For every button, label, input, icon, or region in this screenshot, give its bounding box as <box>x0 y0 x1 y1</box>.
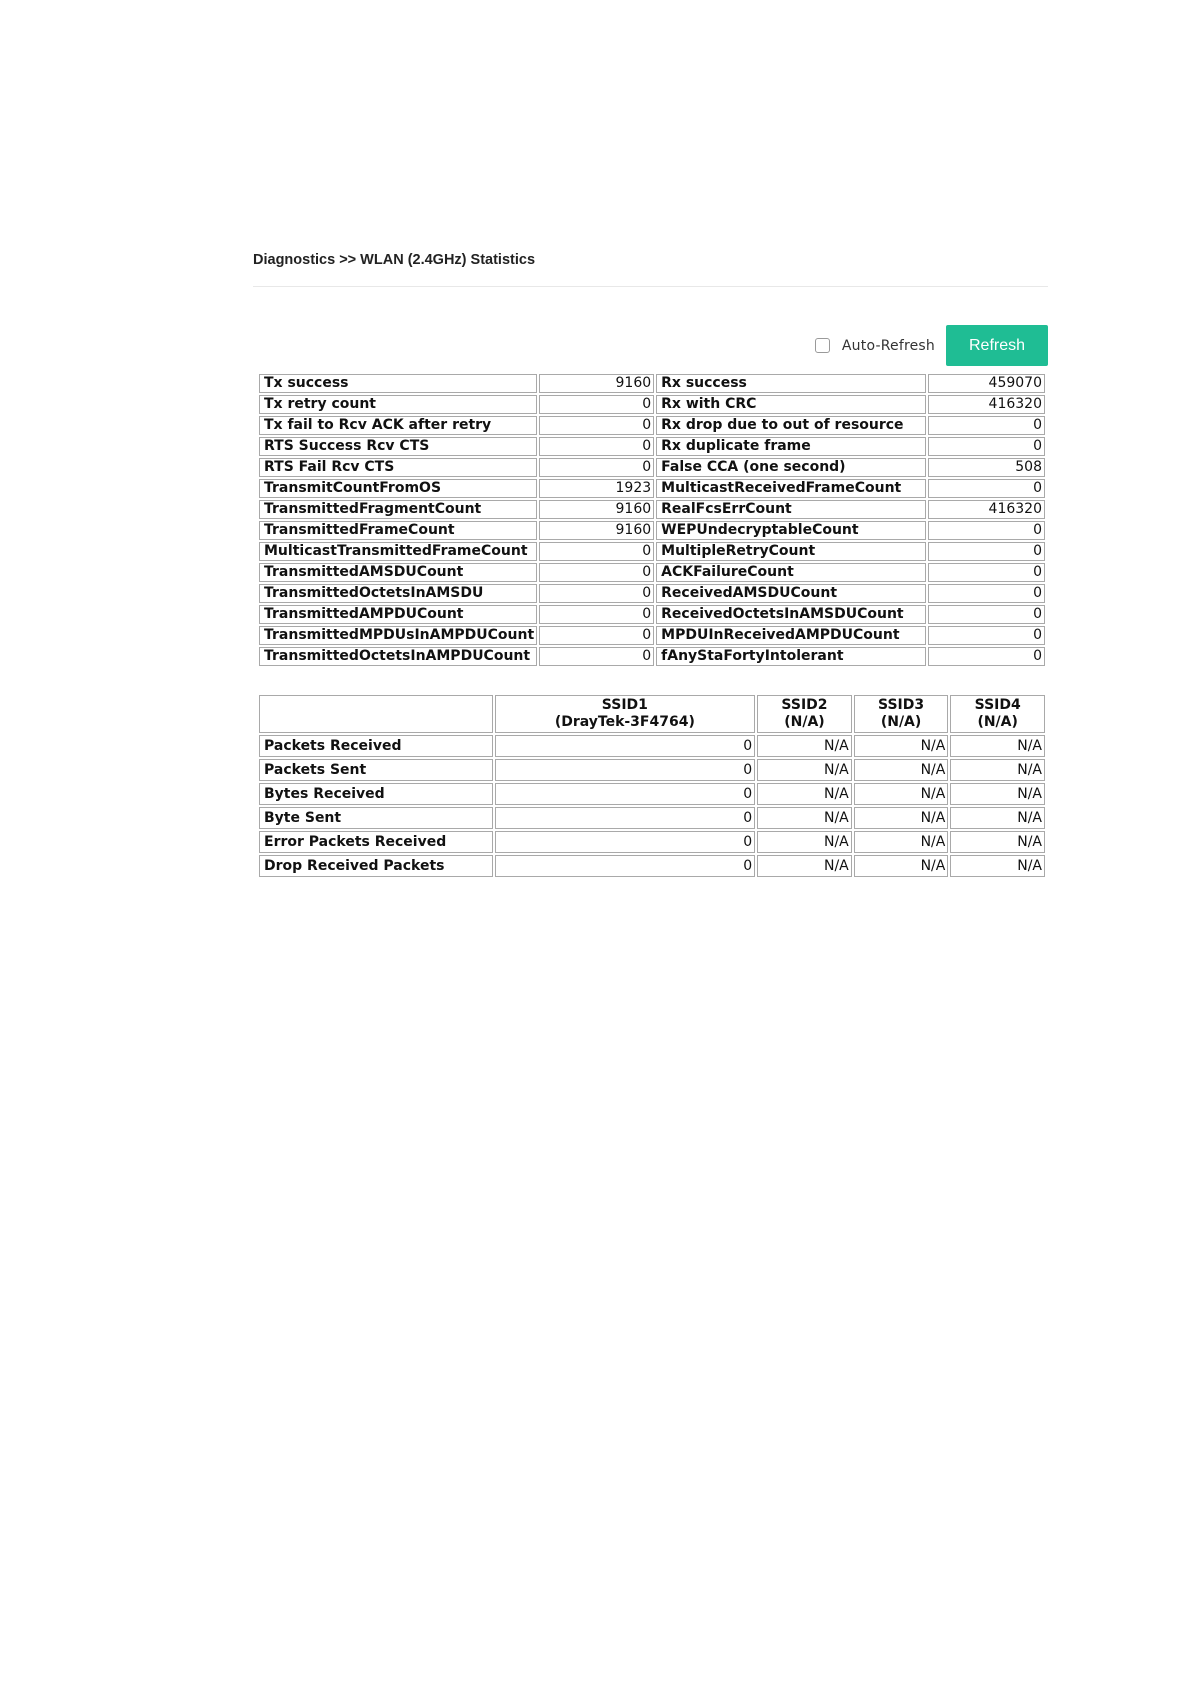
cell-value: N/A <box>854 735 949 757</box>
counter-value: 0 <box>539 584 654 603</box>
auto-refresh-checkbox[interactable] <box>815 338 830 353</box>
counter-value: 9160 <box>539 374 654 393</box>
table-header-row <box>259 695 1045 733</box>
cell-value: N/A <box>950 807 1045 829</box>
table-row <box>259 374 1045 393</box>
auto-refresh-toggle[interactable] <box>815 338 935 354</box>
row-label: Packets Sent <box>259 759 493 781</box>
counter-value: 0 <box>539 563 654 582</box>
counter-value: 9160 <box>539 521 654 540</box>
table-row <box>259 416 1045 435</box>
cell-value: N/A <box>854 831 949 853</box>
counter-value: 0 <box>928 542 1045 561</box>
counter-value: 0 <box>539 395 654 414</box>
counter-label: TransmittedFrameCount <box>259 521 537 540</box>
row-label: Bytes Received <box>259 783 493 805</box>
row-label: Byte Sent <box>259 807 493 829</box>
table-row <box>259 735 1045 757</box>
counter-value: 1923 <box>539 479 654 498</box>
counter-value: 0 <box>539 458 654 477</box>
table-row <box>259 521 1045 540</box>
counter-value: 416320 <box>928 500 1045 519</box>
header-empty <box>259 695 493 733</box>
ssid-subtitle: (N/A) <box>784 714 825 730</box>
cell-value: N/A <box>854 807 949 829</box>
counter-label: RealFcsErrCount <box>656 500 925 519</box>
row-label: Drop Received Packets <box>259 855 493 877</box>
title-divider <box>253 286 1048 287</box>
counter-value: 0 <box>928 605 1045 624</box>
counter-value: 0 <box>928 479 1045 498</box>
ssid-header <box>495 695 756 733</box>
table-row <box>259 626 1045 645</box>
counter-value: 0 <box>928 626 1045 645</box>
counter-value: 508 <box>928 458 1045 477</box>
row-label: Error Packets Received <box>259 831 493 853</box>
table-row <box>259 605 1045 624</box>
counter-value: 0 <box>539 416 654 435</box>
ssid-name: SSID1 <box>601 697 648 713</box>
table-row <box>259 759 1045 781</box>
cell-value: N/A <box>950 783 1045 805</box>
table-row <box>259 647 1045 666</box>
counter-value: 0 <box>928 437 1045 456</box>
ssid-header <box>757 695 852 733</box>
table-row <box>259 500 1045 519</box>
counter-value: 0 <box>928 521 1045 540</box>
counter-label: MulticastReceivedFrameCount <box>656 479 925 498</box>
cell-value: 0 <box>495 831 756 853</box>
page-title: Diagnostics >> WLAN (2.4GHz) Statistics <box>253 252 536 268</box>
table-row <box>259 783 1045 805</box>
counter-value: 0 <box>539 605 654 624</box>
ssid-header <box>854 695 949 733</box>
counter-label: TransmittedOctetsInAMPDUCount <box>259 647 537 666</box>
table-row <box>259 831 1045 853</box>
auto-refresh-label: Auto-Refresh <box>841 337 935 354</box>
cell-value: N/A <box>757 831 852 853</box>
table-row <box>259 807 1045 829</box>
counter-label: TransmittedAMSDUCount <box>259 563 537 582</box>
cell-value: N/A <box>757 807 852 829</box>
counter-label: RTS Success Rcv CTS <box>259 437 537 456</box>
cell-value: N/A <box>854 759 949 781</box>
ssid-name: SSID2 <box>781 697 828 713</box>
table-row <box>259 437 1045 456</box>
cell-value: N/A <box>757 783 852 805</box>
counter-value: 0 <box>928 563 1045 582</box>
counter-label: TransmittedAMPDUCount <box>259 605 537 624</box>
wlan-counters-table <box>257 372 1047 668</box>
table-row <box>259 855 1045 877</box>
counter-label: ReceivedOctetsInAMSDUCount <box>656 605 925 624</box>
table-row <box>259 458 1045 477</box>
refresh-button[interactable]: Refresh <box>946 325 1048 366</box>
ssid-statistics-table <box>257 693 1047 879</box>
ssid-subtitle: (N/A) <box>977 714 1018 730</box>
cell-value: N/A <box>757 855 852 877</box>
table-row <box>259 563 1045 582</box>
counter-value: 0 <box>539 647 654 666</box>
refresh-controls <box>805 325 1048 366</box>
cell-value: N/A <box>854 783 949 805</box>
counter-value: 0 <box>928 584 1045 603</box>
counter-label: MPDUInReceivedAMPDUCount <box>656 626 925 645</box>
counter-label: ReceivedAMSDUCount <box>656 584 925 603</box>
counter-value: 0 <box>539 542 654 561</box>
counter-label: WEPUndecryptableCount <box>656 521 925 540</box>
counter-label: RTS Fail Rcv CTS <box>259 458 537 477</box>
counter-label: Tx success <box>259 374 537 393</box>
counter-label: TransmittedMPDUsInAMPDUCount <box>259 626 537 645</box>
cell-value: 0 <box>495 759 756 781</box>
counter-label: Tx retry count <box>259 395 537 414</box>
cell-value: N/A <box>950 759 1045 781</box>
counter-label: TransmittedOctetsInAMSDU <box>259 584 537 603</box>
counter-label: Tx fail to Rcv ACK after retry <box>259 416 537 435</box>
table-row <box>259 395 1045 414</box>
counter-value: 0 <box>928 416 1045 435</box>
counter-value: 0 <box>539 437 654 456</box>
counter-value: 9160 <box>539 500 654 519</box>
counter-label: Rx success <box>656 374 925 393</box>
cell-value: N/A <box>950 855 1045 877</box>
table-row <box>259 479 1045 498</box>
counter-label: Rx duplicate frame <box>656 437 925 456</box>
cell-value: N/A <box>757 759 852 781</box>
ssid-name: SSID3 <box>878 697 925 713</box>
ssid-subtitle: (DrayTek-3F4764) <box>554 714 695 730</box>
counter-label: TransmittedFragmentCount <box>259 500 537 519</box>
ssid-subtitle: (N/A) <box>880 714 922 730</box>
cell-value: 0 <box>495 783 756 805</box>
counter-value: 0 <box>928 647 1045 666</box>
cell-value: N/A <box>950 831 1045 853</box>
counter-value: 416320 <box>928 395 1045 414</box>
counter-value: 0 <box>539 626 654 645</box>
ssid-header <box>950 695 1045 733</box>
counter-label: MulticastTransmittedFrameCount <box>259 542 537 561</box>
counter-label: False CCA (one second) <box>656 458 925 477</box>
counter-label: MultipleRetryCount <box>656 542 925 561</box>
row-label: Packets Received <box>259 735 493 757</box>
table-row <box>259 584 1045 603</box>
counter-value: 459070 <box>928 374 1045 393</box>
cell-value: N/A <box>757 735 852 757</box>
cell-value: 0 <box>495 807 756 829</box>
table-row <box>259 542 1045 561</box>
cell-value: N/A <box>854 855 949 877</box>
ssid-name: SSID4 <box>974 697 1021 713</box>
counter-label: ACKFailureCount <box>656 563 925 582</box>
counter-label: Rx drop due to out of resource <box>656 416 925 435</box>
counter-label: Rx with CRC <box>656 395 925 414</box>
cell-value: N/A <box>950 735 1045 757</box>
counter-label: TransmitCountFromOS <box>259 479 537 498</box>
cell-value: 0 <box>495 855 756 877</box>
cell-value: 0 <box>495 735 756 757</box>
counter-label: fAnyStaFortyIntolerant <box>656 647 925 666</box>
